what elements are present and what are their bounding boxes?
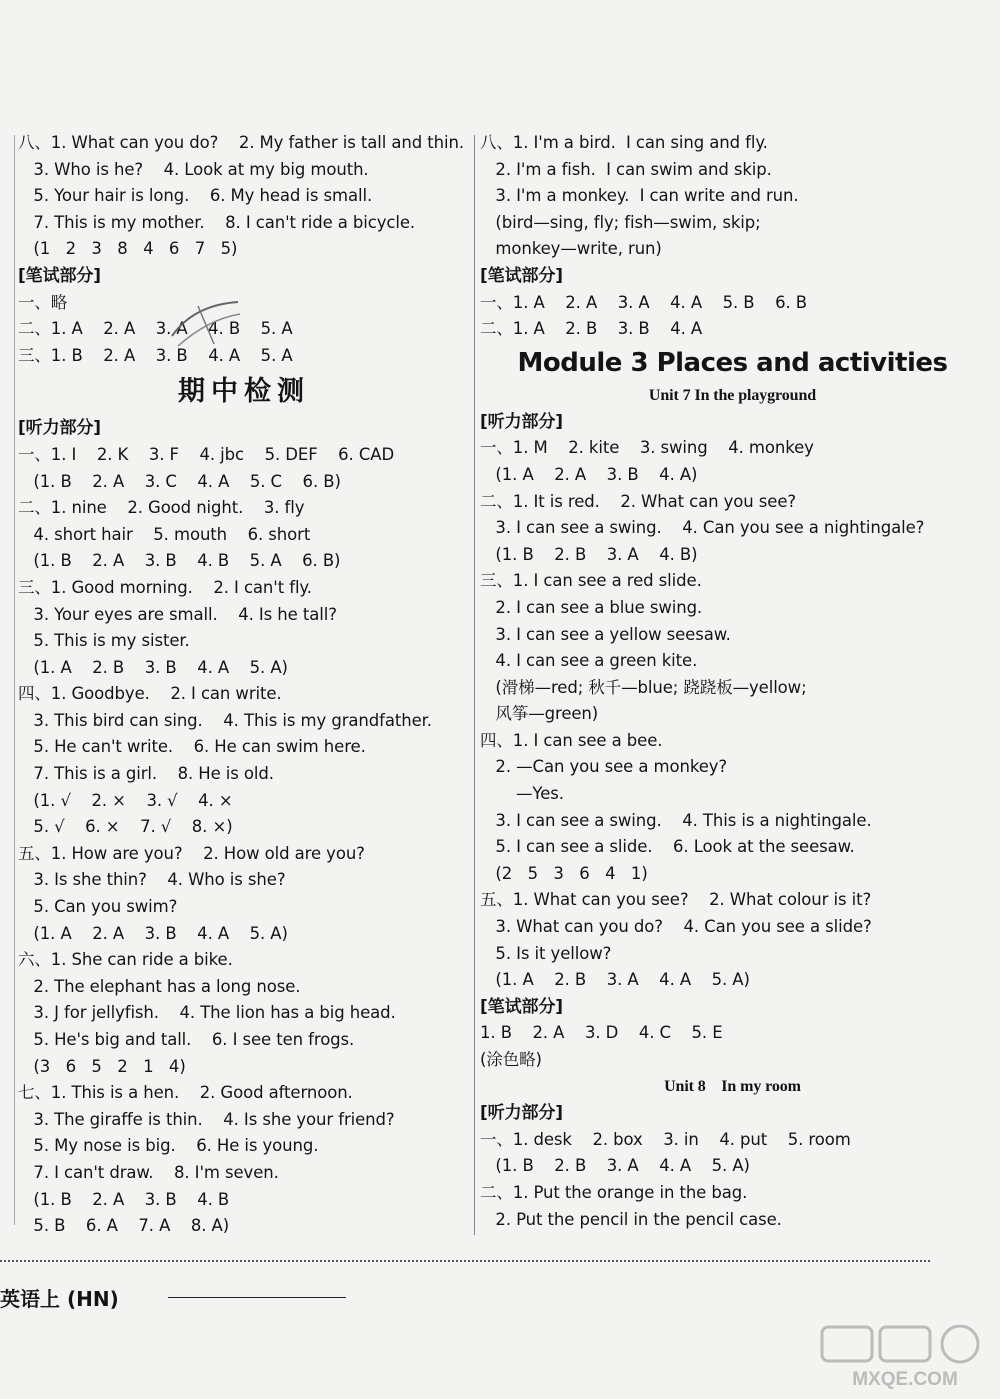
answer-line: (1. B 2. B 3. A 4. A 5. A) xyxy=(480,1156,750,1176)
answer-line: 5. He's big and tall. 6. I see ten frogs. xyxy=(18,1030,355,1049)
right-column xyxy=(480,130,985,1233)
section-heading: [听力部分] xyxy=(480,1103,563,1124)
answer-line: 5. This is my sister. xyxy=(18,631,190,651)
answer-line: (1. √ 2. × 3. √ 4. × xyxy=(18,790,233,810)
answer-line: 3. I can see a swing. 4. Can you see a nightingale? xyxy=(480,518,925,538)
watermark-logo xyxy=(820,1325,990,1389)
answer-line: 5. Your hair is long. 6. My head is small. xyxy=(18,186,373,206)
answer-line: 5. Can you swim? xyxy=(18,897,178,917)
answer-line: (3 6 5 2 1 4) xyxy=(18,1056,186,1076)
answer-line: 5. B 6. A 7. A 8. A) xyxy=(18,1216,230,1236)
section-heading: [听力部分] xyxy=(480,411,563,432)
answer-line: 4. short hair 5. mouth 6. short xyxy=(18,524,311,544)
answer-line: 四、1. Goodbye. 2. I can write. xyxy=(18,684,282,704)
section-heading: [笔试部分] xyxy=(480,265,563,286)
answer-line: 3. J for jellyfish. 4. The lion has a big head. xyxy=(18,1003,396,1023)
answer-line: 一、1. A 2. A 3. A 4. A 5. B 6. B xyxy=(480,292,808,312)
answer-line: 3. I can see a yellow seesaw. xyxy=(480,624,731,644)
answer-line: 3. Who is he? 4. Look at my big mouth. xyxy=(18,159,369,179)
answer-line: 2. —Can you see a monkey? xyxy=(480,757,728,777)
answer-line: 五、1. What can you see? 2. What colour is it? xyxy=(480,890,872,910)
answer-line: 1. B 2. A 3. D 4. C 5. E xyxy=(480,1023,723,1043)
answer-line: 3. What can you do? 4. Can you see a slide? xyxy=(480,917,872,937)
answer-line: 3. I can see a swing. 4. This is a nightingale. xyxy=(480,810,872,830)
page-footer-label: 英语上 (HN) xyxy=(0,1287,119,1311)
answer-line: 八、1. I'm a bird. I can sing and fly. xyxy=(480,133,768,152)
answer-line: 5. I can see a slide. 6. Look at the seesaw. xyxy=(480,837,855,857)
answer-line: (1. A 2. A 3. B 4. A) xyxy=(480,464,698,484)
section-heading: [笔试部分] xyxy=(18,265,101,286)
column-divider xyxy=(474,135,475,1235)
answer-line: (2 5 3 6 4 1) xyxy=(480,863,648,883)
pencil-stamp-icon xyxy=(168,296,244,354)
answer-line: 一、略 xyxy=(18,292,68,312)
answer-line: 二、1. It is red. 2. What can you see? xyxy=(480,491,797,511)
section-heading: [听力部分] xyxy=(18,418,101,439)
answer-line: 五、1. How are you? 2. How old are you? xyxy=(18,843,365,863)
section-title: 期中检测 xyxy=(178,376,310,408)
answer-line: 2. The elephant has a long nose. xyxy=(18,976,301,996)
answer-line: 3. I'm a monkey. I can write and run. xyxy=(480,186,799,206)
answer-line: 3. Is she thin? 4. Who is she? xyxy=(18,870,286,890)
answer-line: (涂色略) xyxy=(480,1050,542,1069)
answer-line: (bird—sing, fly; fish—swim, skip; xyxy=(480,212,761,232)
answer-line: —Yes. xyxy=(480,784,564,804)
unit-title: Unit 8 In my room xyxy=(664,1077,801,1095)
answer-line: (1. B 2. A 3. B 4. B 5. A 6. B) xyxy=(18,551,341,571)
answer-line: 4. I can see a green kite. xyxy=(480,651,698,671)
watermark-text: MXQE.COM xyxy=(852,1369,958,1389)
answer-line: 二、1. A 2. A 3. A 4. B 5. A xyxy=(18,319,293,339)
answer-line: 六、1. She can ride a bike. xyxy=(18,950,233,970)
left-column xyxy=(18,130,470,1240)
answer-line: 二、1. nine 2. Good night. 3. fly xyxy=(18,498,305,518)
answer-line: 3. This bird can sing. 4. This is my grandfather. xyxy=(18,710,432,730)
answer-line: 三、1. B 2. A 3. B 4. A 5. A xyxy=(18,345,293,365)
footer-underline xyxy=(168,1297,346,1298)
answer-line: 7. This is a girl. 8. He is old. xyxy=(18,764,274,784)
answer-line: (1. A 2. B 3. A 4. A 5. A) xyxy=(480,970,750,990)
answer-line: (1. B 2. A 3. C 4. A 5. C 6. B) xyxy=(18,471,341,491)
answer-line: monkey—write, run) xyxy=(480,239,662,259)
answer-line: 一、1. M 2. kite 3. swing 4. monkey xyxy=(480,438,814,458)
answer-line: 7. This is my mother. 8. I can't ride a bicycle. xyxy=(18,212,416,232)
answer-line: 三、1. Good morning. 2. I can't fly. xyxy=(18,577,312,597)
answer-line: (1. A 2. A 3. B 4. A 5. A) xyxy=(18,923,288,943)
answer-line: 2. I can see a blue swing. xyxy=(480,597,703,617)
answer-line: 3. The giraffe is thin. 4. Is she your friend? xyxy=(18,1109,395,1129)
answer-line: 5. Is it yellow? xyxy=(480,943,612,963)
footer-separator xyxy=(0,1260,930,1262)
answer-line: 风筝—green) xyxy=(480,704,599,724)
answer-line: 二、1. A 2. B 3. B 4. A xyxy=(480,319,703,339)
answer-line: (滑梯—red; 秋千—blue; 跷跷板—yellow; xyxy=(480,677,807,697)
answer-line: 3. Your eyes are small. 4. Is he tall? xyxy=(18,604,337,624)
answer-line: 三、1. I can see a red slide. xyxy=(480,571,702,591)
answer-line: 四、1. I can see a bee. xyxy=(480,730,663,750)
section-title: Module 3 Places and activities xyxy=(517,347,948,378)
answer-line: (1. A 2. B 3. B 4. A 5. A) xyxy=(18,657,288,677)
answer-line: 一、1. I 2. K 3. F 4. jbc 5. DEF 6. CAD xyxy=(18,444,395,464)
answer-line: 2. I'm a fish. I can swim and skip. xyxy=(480,159,772,179)
answer-line: 7. I can't draw. 8. I'm seven. xyxy=(18,1162,279,1182)
answer-line: 二、1. Put the orange in the bag. xyxy=(480,1182,748,1202)
section-heading: [笔试部分] xyxy=(480,996,563,1017)
answer-line: 七、1. This is a hen. 2. Good afternoon. xyxy=(18,1083,353,1103)
left-margin-rule xyxy=(14,135,15,1225)
answer-line: 一、1. desk 2. box 3. in 4. put 5. room xyxy=(480,1129,851,1149)
answer-line: (1 2 3 8 4 6 7 5) xyxy=(18,239,238,259)
answer-line: 2. Put the pencil in the pencil case. xyxy=(480,1209,782,1229)
answer-line: 八、1. What can you do? 2. My father is tall and thin. xyxy=(18,133,465,152)
unit-title: Unit 7 In the playground xyxy=(648,386,817,404)
answer-line: 5. He can't write. 6. He can swim here. xyxy=(18,737,366,757)
answer-line: (1. B 2. B 3. A 4. B) xyxy=(480,544,698,564)
answer-line: 5. My nose is big. 6. He is young. xyxy=(18,1136,319,1156)
answer-line: (1. B 2. A 3. B 4. B xyxy=(18,1189,230,1209)
answer-line: 5. √ 6. × 7. √ 8. ×) xyxy=(18,817,233,837)
